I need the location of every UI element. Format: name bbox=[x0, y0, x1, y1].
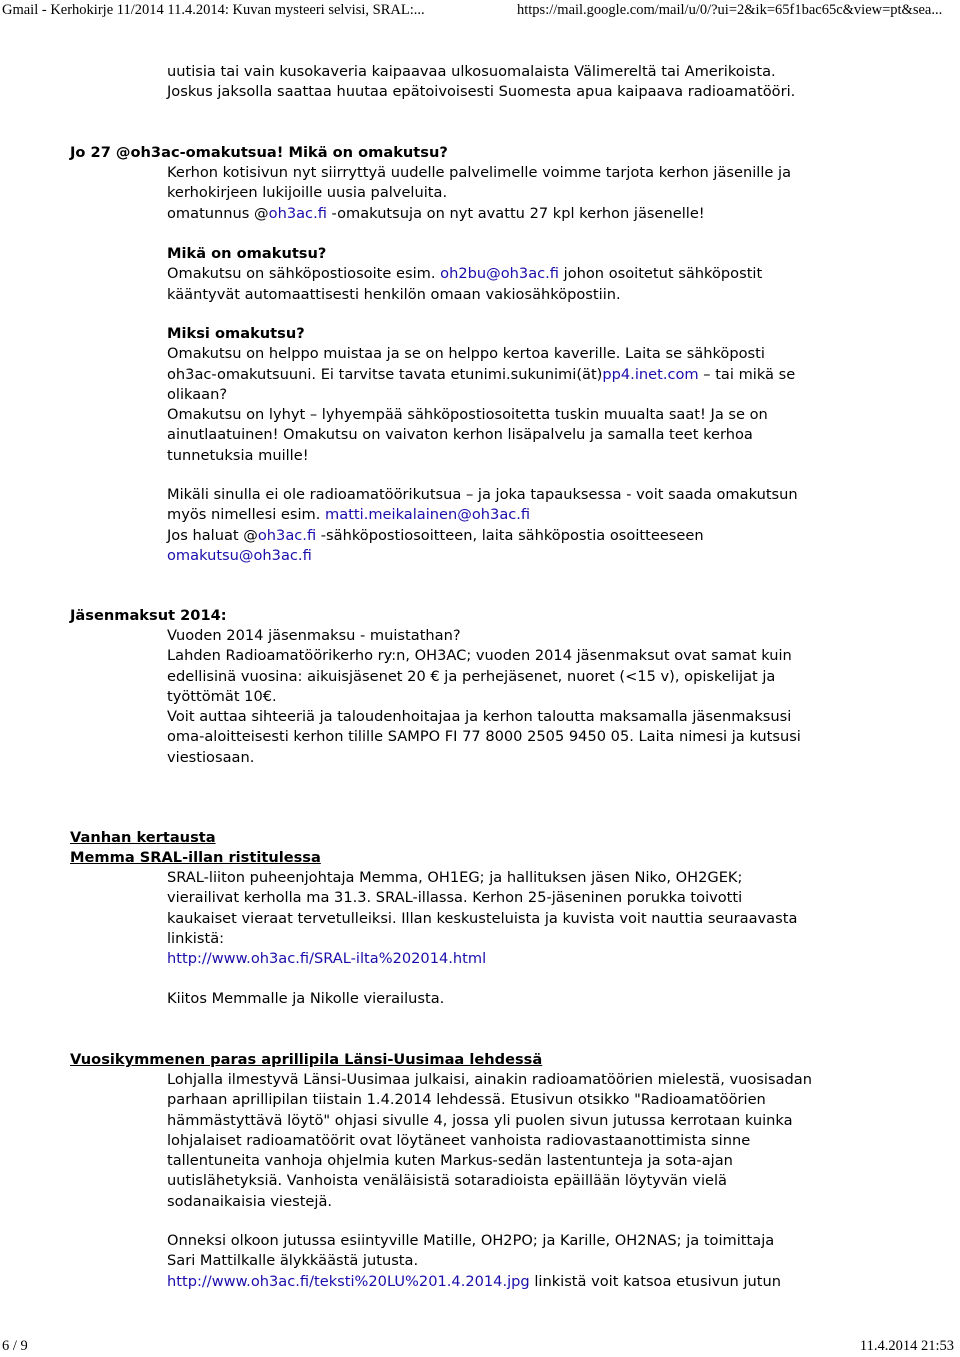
text-line bbox=[167, 264, 893, 284]
memma-thanks bbox=[167, 989, 893, 1009]
text-span: -omakutsuja on nyt avattu 27 kpl kerhon jäsenelle! bbox=[326, 204, 705, 222]
page-number: 6 / 9 bbox=[2, 1338, 28, 1354]
text-line: Kiitos Memmalle ja Nikolle vierailusta. bbox=[167, 990, 445, 1007]
omakutsu-signup bbox=[167, 485, 893, 566]
text-line: hämmästyttävä löytö" ohjasi sivulle 4, jossa yli puolen sivun jutussa kerrotaan kuinka bbox=[167, 1111, 793, 1129]
section-heading-vanhan: Vanhan kertausta bbox=[70, 829, 216, 846]
text-line: Joskus jaksolla saattaa huutaa epätoivoisesti Suomesta apua kaipaava radioamatööri. bbox=[167, 83, 796, 101]
text-span: myös nimellesi esim. bbox=[167, 506, 326, 524]
oh3ac-link[interactable]: oh3ac.fi bbox=[257, 526, 317, 544]
text-line: Mikäli sinulla ei ole radioamatöörikutsua – ja joka tapauksessa - voit saada omakutsun bbox=[167, 486, 798, 503]
why-omakutsu bbox=[167, 324, 893, 466]
header-url: https://mail.google.com/mail/u/0/?ui=2&ik=65f1bac65c&view=pt&sea... bbox=[517, 2, 943, 18]
section-heading-aprillipila: Vuosikymmenen paras aprillipila Länsi-Uusimaa lehdessä bbox=[70, 1051, 543, 1068]
jasenmaksut-paragraph bbox=[167, 626, 893, 768]
oh3ac-link[interactable]: oh3ac.fi bbox=[268, 204, 327, 222]
text-line: lohjalaiset radioamatöörit ovat löytäneet vanhoista radiovastaanottimista sinne bbox=[167, 1131, 751, 1149]
text-line: työttömät 10€. bbox=[167, 687, 277, 705]
text-line: linkistä: bbox=[167, 929, 225, 947]
intro-paragraph bbox=[167, 62, 893, 103]
text-line: Omakutsu on lyhyt – lyhyempää sähköpostiosoitetta tuskin muualta saat! Ja se on bbox=[167, 406, 768, 424]
omakutsu-paragraph bbox=[167, 163, 893, 224]
text-line: Omakutsu on helppo muistaa ja se on helppo kertoa kaverille. Laita se sähköposti bbox=[167, 345, 765, 363]
text-span: oh3ac-omakutsuuni. Ei tarvitse tavata etunimi.sukunimi(ät) bbox=[167, 365, 603, 383]
text-span: Jos haluat @ bbox=[167, 526, 258, 544]
text-span: -sähköpostiosoitteen, laita sähköpostia osoitteeseen bbox=[316, 526, 704, 544]
example-email-link[interactable]: oh2bu@oh3ac.fi bbox=[440, 265, 559, 283]
text-line: Kerhon kotisivun nyt siirryttyä uudelle palvelimelle voimme tarjota kerhon jäsenille ja bbox=[167, 164, 792, 181]
text-span: Omakutsu on sähköpostiosoite esim. bbox=[167, 265, 441, 283]
text-line: Sari Mattilkalle älykkäästä jutusta. bbox=[167, 1252, 419, 1270]
text-line: sodanaikaisia viestejä. bbox=[167, 1192, 333, 1210]
text-span: linkistä voit katsoa etusivun jutun bbox=[529, 1272, 781, 1290]
text-line: uutisia tai vain kusokaveria kaipaavaa ulkosuomalaista Välimereltä tai Amerikoista. bbox=[167, 63, 776, 80]
print-datetime: 11.4.2014 21:53 bbox=[859, 1338, 954, 1354]
omakutsu-email-link[interactable]: omakutsu@oh3ac.fi bbox=[167, 546, 312, 564]
text-line: oma-aloitteisesti kerhon tilille SAMPO FI 77 8000 2505 9450 05. Laita nimesi ja kutsusi bbox=[167, 728, 801, 746]
text-line: tallentuneita vanhoja ohjelmia kuten Markus-sedän lastentunteja ja sota-ajan bbox=[167, 1152, 733, 1170]
text-span: omatunnus @ bbox=[167, 204, 269, 222]
aprillipila-paragraph bbox=[167, 1070, 893, 1212]
subheading: Mikä on omakutsu? bbox=[167, 245, 327, 262]
what-is-omakutsu bbox=[167, 244, 893, 305]
text-line: ainutlaatuinen! Omakutsu on vaivaton kerhon lisäpalvelu ja samalla teet kerhoa bbox=[167, 426, 753, 444]
text-line bbox=[167, 365, 893, 385]
text-line: parhaan aprillipilan tiistain 1.4.2014 lehdessä. Etusivun otsikko "Radioamatöörien bbox=[167, 1091, 766, 1109]
aprillipila-congrats bbox=[167, 1231, 893, 1292]
text-line: viestiosaan. bbox=[167, 748, 255, 766]
text-line bbox=[167, 204, 893, 224]
text-line: kaukaiset vieraat tervetulleiksi. Illan keskusteluista ja kuvista voit nauttia seuraavasta bbox=[167, 909, 798, 927]
section-subheading-memma: Memma SRAL-illan ristitulessa bbox=[70, 849, 321, 866]
inet-link[interactable]: pp4.inet.com bbox=[602, 365, 699, 383]
text-line: edellisinä vuosina: aikuisjäsenet 20 € ja perhejäsenet, nuoret (<15 v), opiskelijat ja bbox=[167, 667, 776, 685]
text-line bbox=[167, 526, 893, 546]
print-header bbox=[0, 0, 960, 24]
text-line: Lahden Radioamatöörikerho ry:n, OH3AC; vuoden 2014 jäsenmaksut ovat samat kuin bbox=[167, 647, 792, 665]
text-line: vierailivat kerholla ma 31.3. SRAL-illassa. Kerhon 25-jäseninen porukka toivotti bbox=[167, 889, 743, 907]
lehti-image-link[interactable]: http://www.oh3ac.fi/teksti%20LU%201.4.2014.jpg bbox=[167, 1272, 530, 1290]
text-line: Onneksi olkoon jutussa esiintyville Matille, OH2PO; ja Karille, OH2NAS; ja toimittaja bbox=[167, 1232, 775, 1249]
text-span: – tai mikä se bbox=[698, 365, 796, 383]
section-heading-jasenmaksut: Jäsenmaksut 2014: bbox=[70, 607, 227, 624]
text-line bbox=[167, 505, 893, 525]
text-line: Lohjalla ilmestyvä Länsi-Uusimaa julkaisi, ainakin radioamatöörien mielestä, vuosisadan bbox=[167, 1071, 812, 1088]
text-line bbox=[167, 546, 893, 566]
text-line: Voit auttaa sihteeriä ja taloudenhoitajaa ja kerhon taloutta maksamalla jäsenmaksusi bbox=[167, 708, 792, 726]
example-name-email-link[interactable]: matti.meikalainen@oh3ac.fi bbox=[325, 506, 531, 524]
text-span: johon osoitetut sähköpostit bbox=[559, 265, 763, 283]
text-line: uutislähetyksiä. Vanhoista venäläisistä sotaradioista epäillään löytyvän vielä bbox=[167, 1172, 727, 1190]
memma-paragraph bbox=[167, 868, 893, 969]
text-line bbox=[167, 1272, 893, 1292]
header-title: Gmail - Kerhokirje 11/2014 11.4.2014: Kuvan mysteeri selvisi, SRAL:... bbox=[2, 2, 425, 18]
text-line bbox=[167, 949, 893, 969]
text-line: Vuoden 2014 jäsenmaksu - muistathan? bbox=[167, 627, 461, 644]
text-line: tunnetuksia muille! bbox=[167, 446, 309, 464]
text-line: SRAL-liiton puheenjohtaja Memma, OH1EG; ja hallituksen jäsen Niko, OH2GEK; bbox=[167, 869, 743, 886]
text-line: kääntyvät automaattisesti henkilön omaan vakiosähköpostiin. bbox=[167, 285, 621, 303]
subheading: Miksi omakutsu? bbox=[167, 325, 305, 342]
section-heading-omakutsu: Jo 27 @oh3ac-omakutsua! Mikä on omakutsu? bbox=[70, 144, 448, 161]
sral-ilta-link[interactable]: http://www.oh3ac.fi/SRAL-ilta%202014.html bbox=[167, 950, 487, 968]
text-line: olikaan? bbox=[167, 385, 228, 403]
text-line: kerhokirjeen lukijoille uusia palveluita. bbox=[167, 184, 448, 202]
